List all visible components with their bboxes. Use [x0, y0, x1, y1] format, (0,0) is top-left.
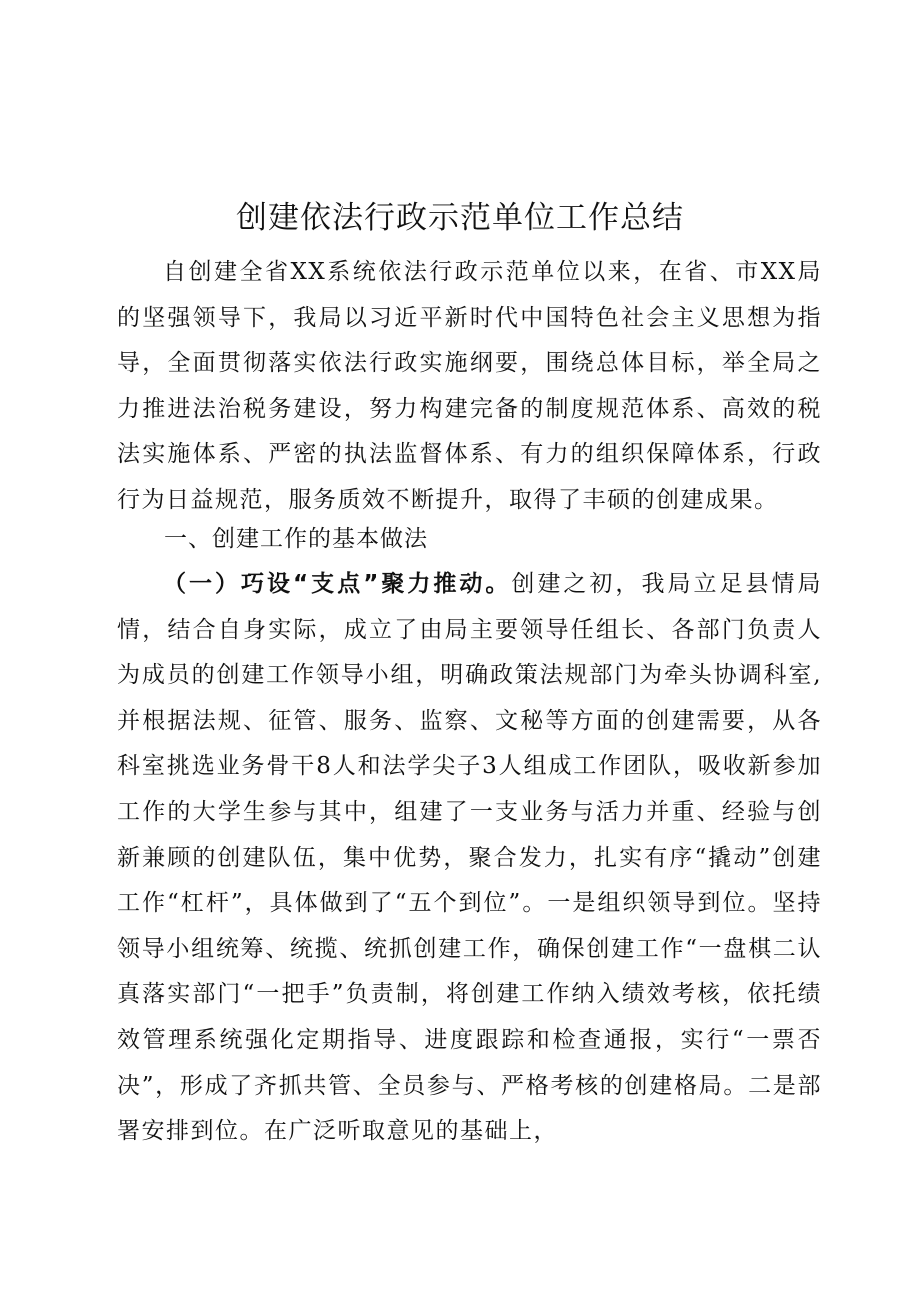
- intro-paragraph: 自创建全省XX系统依法行政示范单位以来，在省、市XX局的坚强领导下，我局以习近平新时代中国特色社会主义思想为指导，全面贯彻落实依法行政实施纲要，围绕总体目标，举全局之力推进法治税务建设，努力构建完备的制度规范体系、高效的税法实施体系、严密的执法监督体系、有力的组织保障体系，行政行为日益规范，服务质效不断提升，取得了丰硕的创建成果。: [117, 259, 822, 513]
- document-title: 创建依法行政示范单位工作总结: [236, 200, 684, 236]
- subsection-body: 创建之初，我局立足县情局情，结合自身实际，成立了由局主要领导任组长、各部门负责人为成员的创建工作领导小组，明确政策法规部门为牵头协调科室,并根据法规、征管、服务、监察、文秘等方面的创建需要，从各科室挑选业务骨干8人和法学尖子3人组成工作团队，吸收新参加工作的大学生参与其中，组建了一支业务与活力并重、经验与创新兼顾的创建队伍，集中优势，聚合发力，扎实有序“撬动”创建工作“杠杆”，具体做到了“五个到位”。一是组织领导到位。坚持领导小组统筹、统揽、统抓创建工作，确保创建工作“一盘棋二认真落实部门“一把手”负责制，将创建工作纳入绩效考核，依托绩效管理系统强化定期指导、进度跟踪和检查通报，实行“一票否决”，形成了齐抓共管、全员参与、严格考核的创建格局。二是部署安排到位。在广泛听取意见的基础上，: [117, 571, 823, 1145]
- subsection-lead: （一）巧设“支点”聚力推动。: [163, 571, 512, 597]
- subsection-paragraph: [117, 562, 822, 1155]
- section-heading: 一、创建工作的基本做法: [164, 526, 428, 552]
